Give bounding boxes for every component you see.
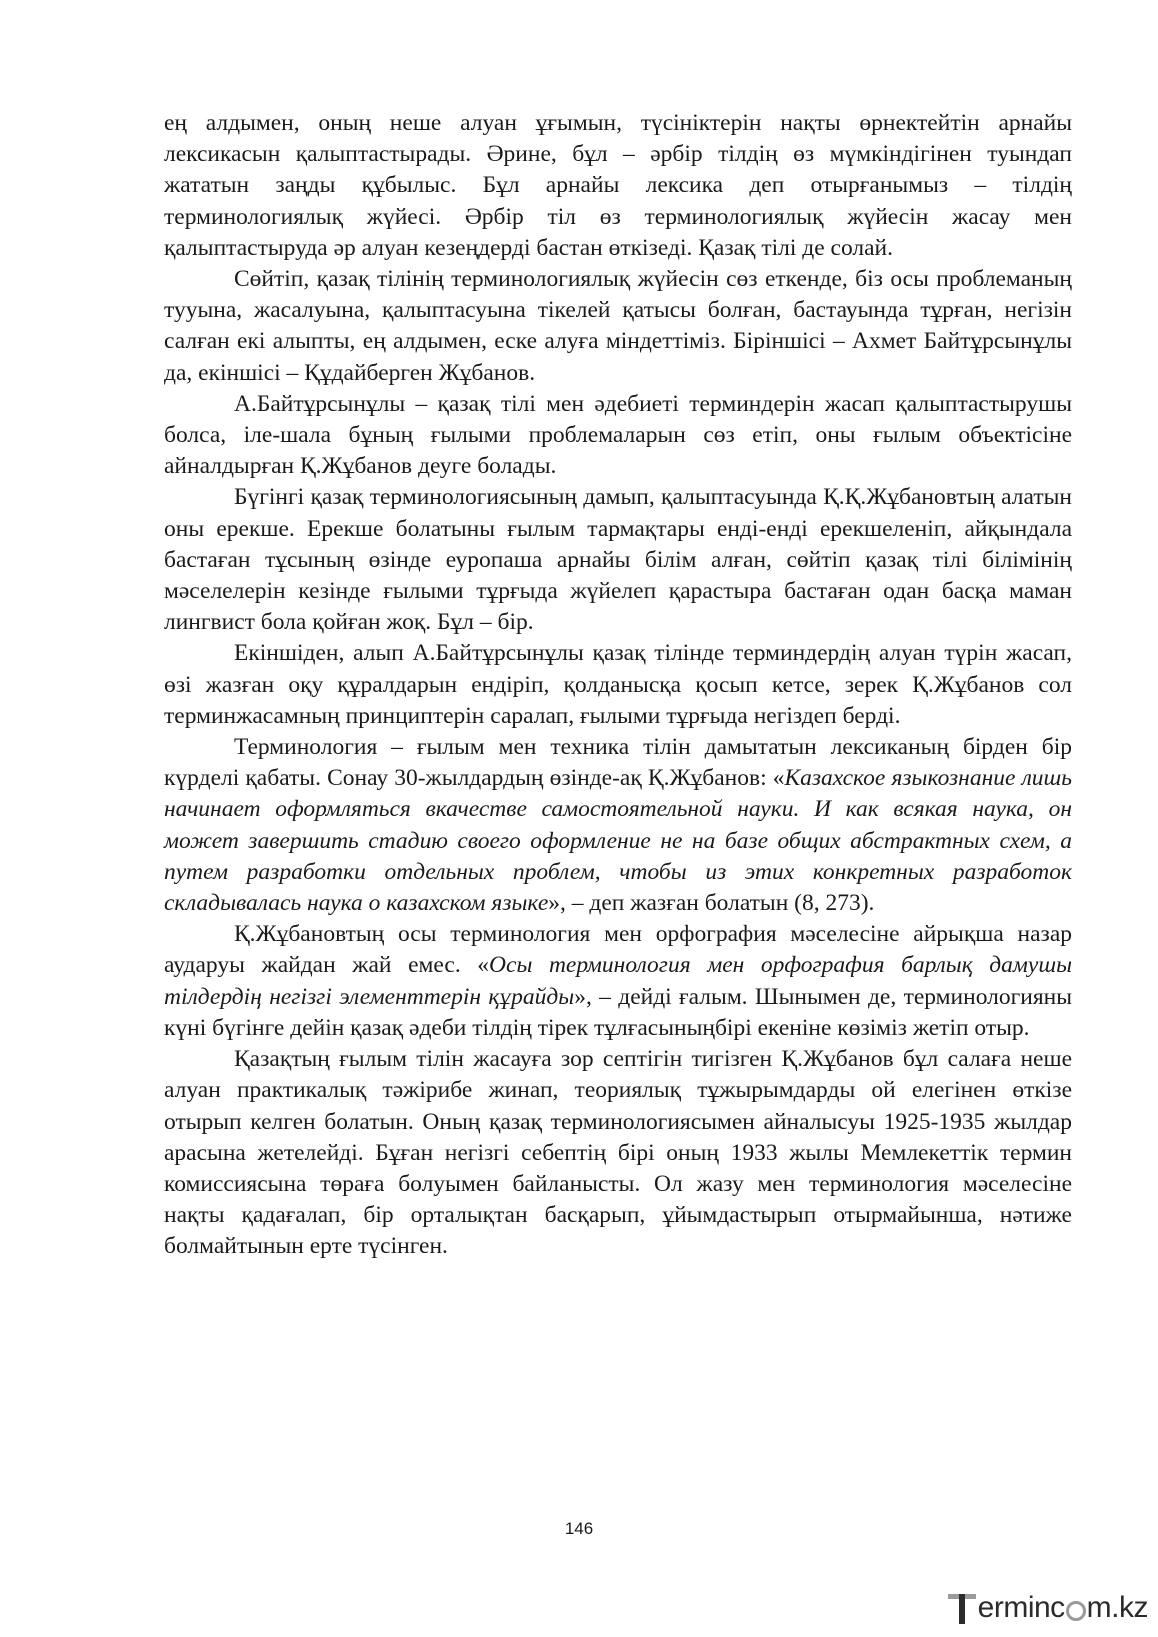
termincom-ring-logo-icon xyxy=(1066,1601,1086,1621)
document-body xyxy=(164,108,1072,1263)
termincom-t-logo-icon xyxy=(946,1590,978,1626)
text-run: А.Байтұрсынұлы – қазақ тілі мен әдебиеті терминдерін жасап қалыптастырушы болса, іле-шала бұның ғылыми проблемаларын сөз етіп, оны ғылым объектісіне айналдырған Қ.Жұбанов деуге болады. xyxy=(164,390,1072,480)
text-run: Қазақтың ғылым тілін жасауға зор септігін тигізген Қ.Жұбанов бұл салаға неше алуан практикалық тәжірибе жинап, теориялық тұжырымдарды ой елегінен өткізе отырып келген болатын. Оның қазақ терминологиясымен айналысуы 1925-1935 жылдар арасына жетелейді. Бұған негізгі себептің бірі оның 1933 жылы Мемлекеттік термин комиссиясына төраға болуымен байланысты. Ол жазу мен терминология мәселесіне нақты қадағалап, бір орталықтан басқарып, ұйымдастырып отырмайынша, нәтиже болмайтынын ерте түсінген. xyxy=(164,1046,1072,1260)
watermark-text-part2: m.kz xyxy=(1086,1591,1148,1624)
text-run: Бүгінгі қазақ терминологиясының дамып, қалыптасуында Қ.Қ.Жұбановтың алатын оны ерекше. Ерекше болатыны ғылым тармақтары енді-енді ерекшеленіп, айқындала бастаған тұсының өзінде еуропаша арнайы білім алған, сөйтіп қазақ тілі білімінің мәселелерін кезінде ғылыми тұрғыда жүйелеп қарастыра бастаған одан басқа маман лингвист бола қойған жоқ. Бұл – бір. xyxy=(164,484,1072,636)
page-number: 146 xyxy=(564,1519,594,1538)
paragraph-7 xyxy=(164,919,1072,1044)
paragraph-6 xyxy=(164,732,1072,919)
termincom-watermark xyxy=(946,1588,1148,1628)
text-run: ең алдымен, оның неше алуан ұғымын, түсініктерін нақты өрнектейтін арнайы лексикасын қалыптастырады. Әрине, бұл – әрбір тілдің өз мүмкіндігінен туындап жататын заңды құбылыс. Бұл арнайы лексика деп отырғанымыз – тілдің терминологиялық жүйесі. Әрбір тіл өз терминологиялық жүйесін жасау мен қалыптастыруда әр алуан кезеңдерді бастан өткізеді. Қазақ тілі де солай. xyxy=(164,110,1072,261)
paragraph-2 xyxy=(164,264,1072,389)
text-run: Екіншіден, алып А.Байтұрсынұлы қазақ тілінде терминдердің алуан түрін жасап, өзі жазған оқу құралдарын ендіріп, қолданысқа қосып кетсе, зерек Қ.Жұбанов сол терминжасамның принциптерін саралап, ғылыми тұрғыда негіздеп берді. xyxy=(164,640,1072,729)
paragraph-4 xyxy=(164,482,1072,638)
text-run: », – деп жазған болатын (8, 273). xyxy=(548,890,875,917)
text-run: Сөйтіп, қазақ тілінің терминологиялық жүйесін сөз еткенде, біз осы проблеманың тууына, жасалуына, қалыптасуына тікелей қатысы болған, бастауында тұрған, негізін салған екі алыпты, ең алдымен, еске алуға міндеттіміз. Біріншісі – Ахмет Байтұрсынұлы да, екіншісі – Құдайберген Жұбанов. xyxy=(164,266,1072,386)
text-run: Қ.Жұбановтың осы терминология мен орфография мәселесіне айрықша назар аударуы жайдан жай емес. « xyxy=(164,921,1072,979)
paragraph-1 xyxy=(164,108,1072,264)
text-run: », – дейді ғалым. Шынымен де, терминологияны күні бүгінге дейін қазақ әдеби тілдің тірек тұлғасыныңбірі екеніне көзіміз жетіп отыр. xyxy=(164,983,1072,1041)
watermark-letter-c: c xyxy=(1050,1591,1065,1624)
paragraph-8 xyxy=(164,1044,1072,1262)
paragraph-3 xyxy=(164,389,1072,483)
italic-quote: Осы терминология мен орфография барлық дамушы тілдердің негізгі элементтерін құрайды xyxy=(164,952,1073,1010)
paragraph-5 xyxy=(164,638,1072,732)
text-run: Терминология – ғылым мен техника тілін дамытатын лексиканың бірден бір күрделі қабаты. Сонау 30-жылдардың өзінде-ақ Қ.Жұбанов: « xyxy=(164,734,1072,792)
watermark-text-part1: ermin xyxy=(977,1591,1051,1624)
italic-quote: Казахское языкознание лишь начинает оформляться вкачестве самостоятельной науки. И как всякая наука, он может завершить стадию своего оформление не на базе общих абстрактных схем, а путем разработки отдельных проблем, чтобы из этих конкретных разработок складывалась наука о казахском языке xyxy=(164,765,1072,917)
